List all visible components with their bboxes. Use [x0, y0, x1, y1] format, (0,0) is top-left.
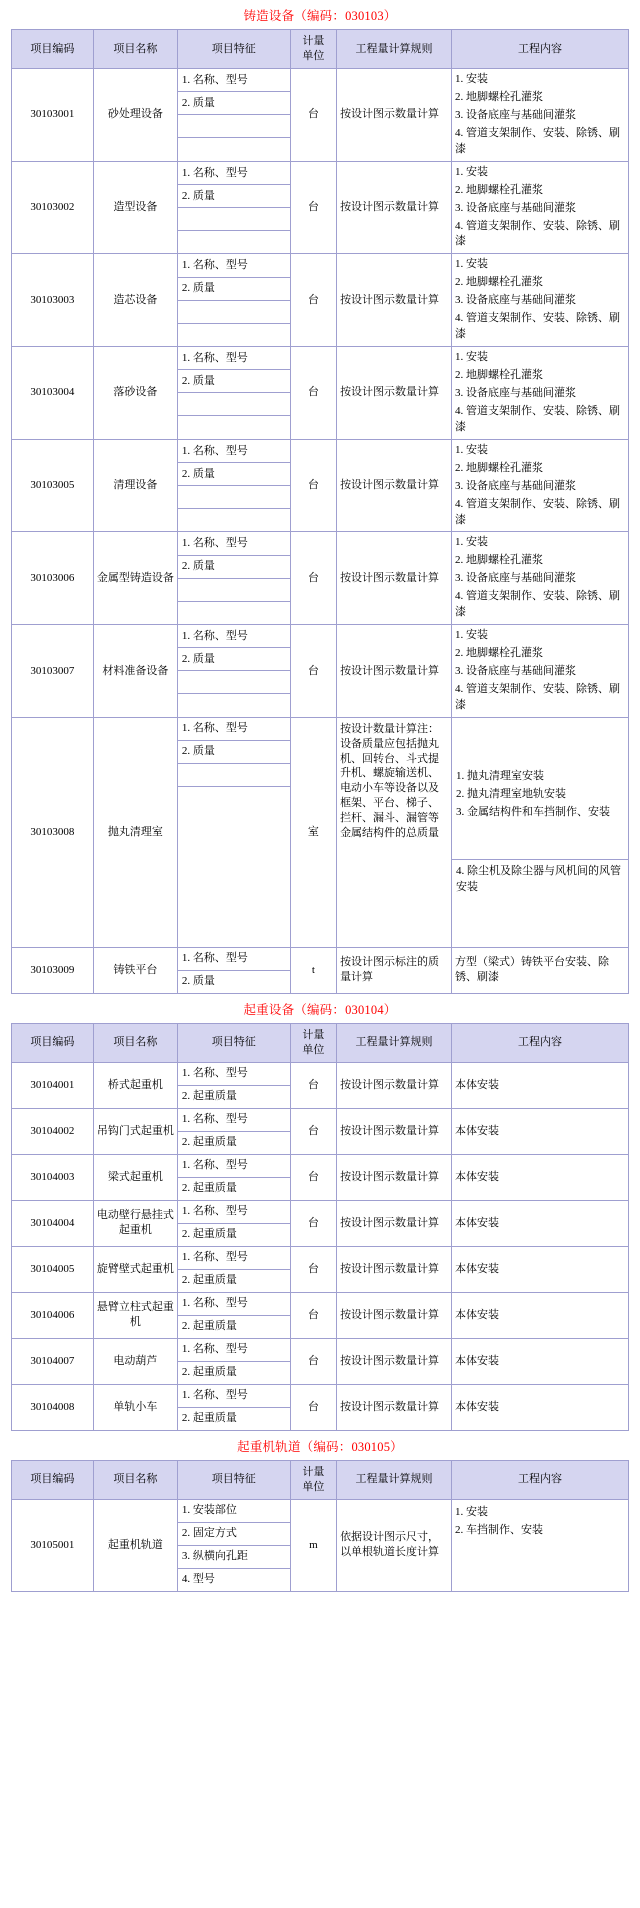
- section-title-crane-rail: 起重机轨道（编码：030105）: [237, 1439, 403, 1454]
- cell-content: [452, 347, 629, 440]
- cell-name: 砂处理设备: [93, 69, 177, 162]
- feature-item: 1. 名称、型号: [178, 1293, 290, 1316]
- header-unit-line1: 计量: [302, 35, 325, 48]
- cell-unit: 台: [290, 439, 336, 532]
- header-rule: 工程量计算规则: [337, 1460, 452, 1499]
- cell-name: 落砂设备: [93, 347, 177, 440]
- header-name: 项目名称: [93, 30, 177, 69]
- cell-code: 30103003: [12, 254, 94, 347]
- cell-features: [177, 1338, 290, 1384]
- header-content: 工程内容: [452, 1460, 629, 1499]
- content-item: 2. 地脚螺栓孔灌浆: [455, 554, 544, 567]
- header-code: 项目编码: [12, 1460, 94, 1499]
- cell-code: 30104001: [12, 1062, 94, 1108]
- cell-content: 方型（梁式）铸铁平台安装、除锈、刷漆: [452, 947, 629, 993]
- cell-unit: 台: [290, 1246, 336, 1292]
- header-unit-line2: 单位: [302, 1480, 325, 1493]
- cell-rule: 按设计图示标注的质量计算: [337, 947, 452, 993]
- feature-item: 2. 起重质量: [181, 1366, 237, 1379]
- feature-item: [178, 694, 290, 717]
- content-item: 2. 地脚螺栓孔灌浆: [455, 369, 544, 381]
- feature-item: [178, 393, 290, 416]
- table-row: [12, 1384, 629, 1430]
- cell-features: [177, 1499, 290, 1591]
- feature-item: 2. 质量: [178, 370, 290, 393]
- cell-code: 30103002: [12, 161, 94, 254]
- cell-unit: 台: [290, 347, 336, 440]
- cell-rule: 按设计图示数量计算: [337, 1292, 452, 1338]
- feature-item: 2. 质量: [178, 648, 290, 671]
- cell-unit: 台: [290, 254, 336, 347]
- cell-rule: 依据设计图示尺寸，以单根轨道长度计算: [337, 1499, 452, 1591]
- cell-rule: 按设计图示数量计算: [337, 1108, 452, 1154]
- cell-name: 旋臂壁式起重机: [93, 1246, 177, 1292]
- feature-item: 2. 起重质量: [181, 1182, 237, 1195]
- section-title-lifting: 起重设备（编码：030104）: [243, 1002, 397, 1017]
- content-item: 4. 管道支架制作、安装、除锈、刷漆: [455, 590, 621, 619]
- cell-rule: 按设计图示数量计算: [337, 1062, 452, 1108]
- cell-content: [452, 625, 629, 718]
- cell-rule: 按设计图示数量计算: [337, 625, 452, 718]
- feature-item: 2. 固定方式: [178, 1522, 290, 1545]
- cell-features: [177, 1108, 290, 1154]
- cell-unit: 台: [290, 532, 336, 625]
- cell-unit: 台: [290, 1062, 336, 1108]
- cell-rule: 按设计图示数量计算: [337, 1154, 452, 1200]
- content-item: 1. 安装: [455, 73, 489, 85]
- cell-content: [452, 254, 629, 347]
- cell-content: [452, 69, 629, 162]
- feature-item: 2. 起重质量: [181, 1320, 237, 1333]
- feature-item: 1. 名称、型号: [178, 1247, 290, 1270]
- feature-item: 1. 名称、型号: [178, 255, 290, 278]
- feature-item: 2. 起重质量: [181, 1228, 237, 1241]
- cell-features: [177, 1154, 290, 1200]
- table-row: [12, 1292, 629, 1338]
- content-item: 2. 地脚螺栓孔灌浆: [455, 276, 544, 289]
- feature-item: 1. 名称、型号: [178, 1385, 290, 1408]
- cell-name: 电动壁行悬挂式起重机: [93, 1200, 177, 1246]
- cell-content: 本体安装: [452, 1062, 629, 1108]
- feature-item: 2. 起重质量: [181, 1412, 237, 1425]
- cell-name: 桥式起重机: [93, 1062, 177, 1108]
- cell-rule: 按设计数量计算注：设备质量应包括抛丸机、回转台、斗式提升机、螺旋输送机、电动小车等设备以及框架、平台、梯子、拦杆、漏斗、漏管等金属结构件的总质量: [337, 717, 452, 947]
- feature-item: [178, 601, 290, 624]
- cell-name: 造芯设备: [93, 254, 177, 347]
- cell-rule: 按设计图示数量计算: [337, 254, 452, 347]
- header-unit: [290, 30, 336, 69]
- cell-code: 30103005: [12, 439, 94, 532]
- cell-rule: 按设计图示数量计算: [337, 69, 452, 162]
- header-name: 项目名称: [93, 1023, 177, 1062]
- feature-item: [178, 763, 290, 786]
- cell-name: 电动葫芦: [93, 1338, 177, 1384]
- feature-item: 1. 安装部位: [178, 1500, 290, 1523]
- feature-item: [178, 486, 290, 509]
- cell-features: [177, 1246, 290, 1292]
- content-item: 1. 安装: [455, 351, 489, 364]
- cell-name: 悬臂立柱式起重机: [93, 1292, 177, 1338]
- cell-features: [177, 717, 290, 947]
- content-item: 4. 管道支架制作、安装、除锈、刷漆: [455, 404, 621, 433]
- cell-content: [452, 532, 629, 625]
- cell-features: [177, 1200, 290, 1246]
- feature-item: [178, 786, 290, 809]
- table-casting-equipment: [11, 29, 629, 994]
- cell-name: 铸铁平台: [93, 947, 177, 993]
- feature-item: [178, 416, 290, 439]
- header-unit: [290, 1023, 336, 1062]
- content-item: 2. 地脚螺栓孔灌浆: [455, 90, 544, 103]
- header-feature: 项目特征: [177, 1023, 290, 1062]
- cell-code: 30103004: [12, 347, 94, 440]
- cell-name: 材料准备设备: [93, 625, 177, 718]
- content-item: 4. 管道支架制作、安装、除锈、刷漆: [455, 126, 621, 155]
- table-row: [12, 1062, 629, 1108]
- table-row: [12, 1108, 629, 1154]
- cell-features: [177, 947, 290, 993]
- header-unit-line1: 计量: [302, 1028, 325, 1041]
- feature-item: 2. 起重质量: [181, 1090, 237, 1103]
- feature-item: [178, 578, 290, 601]
- feature-item: 1. 名称、型号: [178, 162, 290, 185]
- feature-item: 1. 名称、型号: [178, 1155, 290, 1178]
- table-row: [12, 532, 629, 625]
- cell-name: 梁式起重机: [93, 1154, 177, 1200]
- cell-rule: 按设计图示数量计算: [337, 347, 452, 440]
- content-item: 3. 设备底座与基础间灌浆: [455, 108, 577, 121]
- content-item: 2. 地脚螺栓孔灌浆: [455, 461, 544, 474]
- content-item: 4. 除尘机及除尘器与风机间的风管安装: [456, 864, 622, 893]
- cell-features: [177, 439, 290, 532]
- cell-unit: 台: [290, 1384, 336, 1430]
- cell-unit: 台: [290, 625, 336, 718]
- table-row: [12, 1154, 629, 1200]
- table-crane-rail: [11, 1460, 629, 1592]
- header-content: 工程内容: [452, 30, 629, 69]
- cell-name: 吊钩门式起重机: [93, 1108, 177, 1154]
- feature-item: 2. 起重质量: [181, 1136, 237, 1149]
- header-name: 项目名称: [93, 1460, 177, 1499]
- table-row: [12, 947, 629, 993]
- feature-item: [178, 138, 290, 161]
- content-item: 4. 管道支架制作、安装、除锈、刷漆: [455, 497, 621, 526]
- table-header-row: [12, 30, 629, 69]
- cell-rule: 按设计图示数量计算: [337, 1384, 452, 1430]
- feature-item: [178, 509, 290, 532]
- content-item: 2. 地脚螺栓孔灌浆: [455, 183, 544, 196]
- feature-item: [178, 323, 290, 346]
- header-unit-line2: 单位: [302, 1043, 325, 1056]
- table-row: [12, 439, 629, 532]
- cell-code: 30105001: [12, 1499, 94, 1591]
- cell-features: [177, 161, 290, 254]
- cell-unit: m: [290, 1499, 336, 1591]
- table-row: [12, 1200, 629, 1246]
- content-item: 2. 车挡制作、安装: [455, 1523, 544, 1536]
- feature-item: 2. 质量: [178, 555, 290, 578]
- cell-content: [452, 717, 629, 947]
- table-header-row: [12, 1460, 629, 1499]
- content-item: 3. 金属结构件和车挡制作、安装: [456, 805, 611, 818]
- feature-item: 2. 质量: [178, 185, 290, 208]
- header-rule: 工程量计算规则: [337, 1023, 452, 1062]
- cell-code: 30103007: [12, 625, 94, 718]
- header-feature: 项目特征: [177, 1460, 290, 1499]
- feature-item: 2. 质量: [178, 92, 290, 115]
- feature-item: [178, 231, 290, 254]
- cell-code: 30104007: [12, 1338, 94, 1384]
- cell-rule: 按设计图示数量计算: [337, 1200, 452, 1246]
- cell-features: [177, 347, 290, 440]
- header-code: 项目编码: [12, 30, 94, 69]
- cell-code: 30104003: [12, 1154, 94, 1200]
- table-lifting-equipment: [11, 1023, 629, 1431]
- feature-item: 1. 名称、型号: [178, 625, 290, 648]
- header-unit: [290, 1460, 336, 1499]
- cell-content: 本体安装: [452, 1384, 629, 1430]
- content-item: 1. 安装: [455, 629, 489, 642]
- feature-item: 1. 名称、型号: [178, 948, 290, 971]
- feature-item: 2. 质量: [181, 975, 215, 988]
- table-row: [12, 69, 629, 162]
- cell-code: 30103009: [12, 947, 94, 993]
- cell-unit: t: [290, 947, 336, 993]
- table-row: [12, 1246, 629, 1292]
- content-item: 4. 管道支架制作、安装、除锈、刷漆: [455, 312, 621, 341]
- header-feature: 项目特征: [177, 30, 290, 69]
- cell-content: 本体安装: [452, 1292, 629, 1338]
- cell-unit: 台: [290, 161, 336, 254]
- feature-item: 1. 名称、型号: [178, 440, 290, 463]
- cell-features: [177, 1062, 290, 1108]
- content-item: 3. 设备底座与基础间灌浆: [455, 572, 577, 585]
- cell-features: [177, 532, 290, 625]
- content-item: 1. 抛丸清理室安装: [456, 769, 545, 782]
- cell-content: [452, 161, 629, 254]
- content-item: 4. 管道支架制作、安装、除锈、刷漆: [455, 682, 621, 711]
- header-content: 工程内容: [452, 1023, 629, 1062]
- cell-unit: 台: [290, 1154, 336, 1200]
- content-item: 1. 安装: [455, 1505, 489, 1518]
- content-item: 2. 地脚螺栓孔灌浆: [455, 647, 544, 660]
- cell-code: 30103008: [12, 717, 94, 947]
- feature-item: 4. 型号: [181, 1573, 215, 1586]
- content-item: 1. 安装: [455, 258, 489, 271]
- table-row: [12, 717, 629, 947]
- cell-unit: 台: [290, 1292, 336, 1338]
- content-item: 1. 安装: [455, 443, 489, 456]
- feature-item: 1. 名称、型号: [178, 1201, 290, 1224]
- section-title-casting: 铸造设备（编码：030103）: [243, 9, 397, 23]
- cell-code: 30104005: [12, 1246, 94, 1292]
- cell-rule: 按设计图示数量计算: [337, 1246, 452, 1292]
- feature-item: 1. 名称、型号: [178, 1109, 290, 1132]
- feature-item: [178, 208, 290, 231]
- cell-code: 30104004: [12, 1200, 94, 1246]
- cell-features: [177, 69, 290, 162]
- content-item: 3. 设备底座与基础间灌浆: [455, 386, 577, 399]
- cell-content: 本体安装: [452, 1338, 629, 1384]
- feature-item: 1. 名称、型号: [178, 69, 290, 92]
- cell-rule: 按设计图示数量计算: [337, 439, 452, 532]
- header-unit-line2: 单位: [302, 50, 325, 62]
- cell-code: 30104008: [12, 1384, 94, 1430]
- header-code: 项目编码: [12, 1023, 94, 1062]
- cell-content: [452, 1499, 629, 1591]
- header-unit-line1: 计量: [302, 1465, 325, 1478]
- content-item: 2. 抛丸清理室地轨安装: [456, 787, 567, 800]
- feature-item: 3. 纵横向孔距: [178, 1545, 290, 1568]
- feature-item: [178, 115, 290, 138]
- feature-item: 1. 名称、型号: [178, 1063, 290, 1086]
- header-rule: 工程量计算规则: [337, 30, 452, 69]
- feature-item: 2. 质量: [178, 463, 290, 486]
- table-row: [12, 347, 629, 440]
- cell-name: 单轨小车: [93, 1384, 177, 1430]
- cell-features: [177, 625, 290, 718]
- feature-item: 2. 质量: [178, 277, 290, 300]
- feature-item: [178, 671, 290, 694]
- cell-content: [452, 439, 629, 532]
- cell-unit: 台: [290, 1338, 336, 1384]
- cell-rule: 按设计图示数量计算: [337, 532, 452, 625]
- cell-name: 清理设备: [93, 439, 177, 532]
- feature-item: 1. 名称、型号: [178, 1339, 290, 1362]
- cell-content: 本体安装: [452, 1200, 629, 1246]
- cell-unit: 室: [290, 717, 336, 947]
- table-row: [12, 1338, 629, 1384]
- content-item: 1. 安装: [455, 536, 489, 549]
- cell-content: 本体安装: [452, 1154, 629, 1200]
- table-row: [12, 254, 629, 347]
- cell-unit: 台: [290, 1200, 336, 1246]
- feature-item: 1. 名称、型号: [178, 718, 290, 741]
- table-header-row: [12, 1023, 629, 1062]
- cell-name: 造型设备: [93, 161, 177, 254]
- content-item: 3. 设备底座与基础间灌浆: [455, 294, 577, 307]
- table-row: [12, 625, 629, 718]
- table-row: [12, 1499, 629, 1591]
- cell-unit: 台: [290, 1108, 336, 1154]
- feature-item: [178, 300, 290, 323]
- cell-features: [177, 254, 290, 347]
- cell-code: 30103006: [12, 532, 94, 625]
- content-item: 3. 设备底座与基础间灌浆: [455, 479, 577, 492]
- cell-rule: 按设计图示数量计算: [337, 1338, 452, 1384]
- feature-item: 2. 起重质量: [181, 1274, 237, 1287]
- cell-features: [177, 1292, 290, 1338]
- feature-item: 1. 名称、型号: [178, 347, 290, 370]
- cell-unit: 台: [290, 69, 336, 162]
- content-item: 3. 设备底座与基础间灌浆: [455, 201, 577, 214]
- cell-code: 30104006: [12, 1292, 94, 1338]
- table-row: [12, 161, 629, 254]
- content-item: 3. 设备底座与基础间灌浆: [455, 665, 577, 677]
- content-item: 4. 管道支架制作、安装、除锈、刷漆: [455, 219, 621, 248]
- content-item: 1. 安装: [455, 165, 489, 178]
- cell-content-part1: [452, 765, 628, 860]
- feature-item: 2. 质量: [178, 740, 290, 763]
- cell-name: 金属型铸造设备: [93, 532, 177, 625]
- cell-code: 30103001: [12, 69, 94, 162]
- cell-code: 30104002: [12, 1108, 94, 1154]
- cell-content: 本体安装: [452, 1246, 629, 1292]
- cell-name: 抛丸清理室: [93, 717, 177, 947]
- cell-content-part2: [452, 859, 628, 899]
- cell-features: [177, 1384, 290, 1430]
- cell-rule: 按设计图示数量计算: [337, 161, 452, 254]
- cell-name: 起重机轨道: [93, 1499, 177, 1591]
- cell-content: 本体安装: [452, 1108, 629, 1154]
- feature-item: 1. 名称、型号: [178, 533, 290, 556]
